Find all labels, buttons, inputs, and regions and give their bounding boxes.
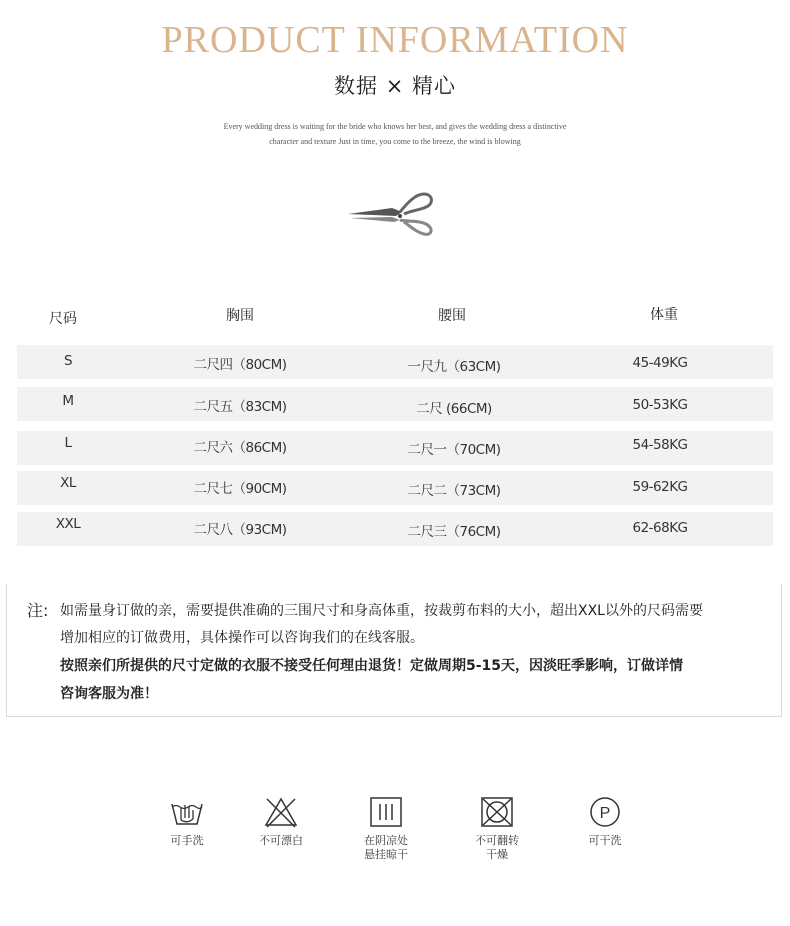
note-label: 注: — [27, 601, 49, 620]
size-table-header — [17, 298, 773, 334]
table-row — [17, 387, 773, 421]
cell-size: M — [62, 393, 74, 409]
dry-clean-p-icon — [587, 796, 623, 828]
cell-weight: 50-53KG — [632, 397, 688, 413]
care-label: 可干洗 — [588, 834, 622, 847]
care-item-no-bleach — [231, 796, 331, 848]
cell-weight: 62-68KG — [632, 520, 688, 536]
care-item-hand-wash — [137, 796, 237, 848]
header-waist: 腰围 — [438, 308, 466, 324]
table-row — [17, 471, 773, 505]
cell-waist: 二尺一（70CM) — [407, 442, 501, 458]
note-line-3: 按照亲们所提供的尺寸定做的衣服不接受任何理由退货！定做周期5-15天，因淡旺季影响，订做详情 — [60, 658, 684, 674]
tagline-line-1: Every wedding dress is waiting for the bride who knows her best, and gives the wedding dress a distinctive — [223, 122, 567, 131]
svg-text:P: P — [599, 805, 611, 822]
table-row — [17, 431, 773, 465]
header-size: 尺码 — [49, 311, 77, 327]
page-title: PRODUCT INFORMATION — [161, 19, 629, 61]
cell-bust: 二尺六（86CM) — [193, 440, 287, 456]
cell-weight: 54-58KG — [632, 437, 688, 453]
line-dry-shade-icon — [368, 796, 404, 828]
cell-bust: 二尺五（83CM) — [193, 399, 287, 415]
note-line-1: 如需量身订做的亲，需要提供准确的三围尺寸和身高体重，按裁剪布料的大小，超出XXL以外的尺码需要 — [60, 603, 703, 619]
care-item-line-dry — [336, 796, 436, 862]
cell-waist: 二尺二（73CM) — [407, 483, 501, 499]
care-label: 在阴凉处 悬挂晾干 — [364, 834, 408, 861]
care-item-no-tumble-dry — [447, 796, 547, 862]
cell-weight: 59-62KG — [632, 479, 688, 495]
header-weight: 体重 — [650, 307, 678, 323]
custom-order-note — [6, 584, 782, 717]
table-row — [17, 345, 773, 379]
tagline-line-2: character and texture Just in time, you come to the breeze, the wind is blowing — [269, 137, 521, 146]
cell-bust: 二尺四（80CM) — [193, 357, 287, 373]
cell-bust: 二尺七（90CM) — [193, 481, 287, 497]
no-bleach-icon — [263, 796, 299, 828]
cell-bust: 二尺八（93CM) — [193, 522, 287, 538]
cell-size: S — [63, 353, 73, 369]
page-subtitle: 数据 × 精心 — [334, 74, 456, 98]
size-table — [17, 298, 773, 540]
cell-size: XL — [60, 475, 76, 491]
cell-waist: 一尺九（63CM) — [407, 359, 501, 375]
cell-waist: 二尺 (66CM) — [416, 401, 492, 417]
note-line-4: 咨询客服为准！ — [60, 686, 158, 702]
cell-weight: 45-49KG — [632, 355, 688, 371]
cell-waist: 二尺三（76CM) — [407, 524, 501, 540]
care-item-dry-clean — [555, 796, 655, 848]
care-label: 不可漂白 — [259, 834, 303, 847]
no-tumble-dry-icon — [479, 796, 515, 828]
cell-size: L — [64, 435, 72, 451]
header-bust: 胸围 — [226, 308, 254, 324]
cell-size: XXL — [55, 516, 81, 532]
scissors-icon — [346, 190, 438, 238]
hand-wash-icon — [169, 796, 205, 828]
care-label: 不可翻转 干燥 — [475, 834, 519, 861]
care-label: 可手洗 — [170, 834, 204, 847]
note-line-2: 增加相应的订做费用，具体操作可以咨询我们的在线客服。 — [60, 630, 424, 646]
table-row — [17, 512, 773, 546]
